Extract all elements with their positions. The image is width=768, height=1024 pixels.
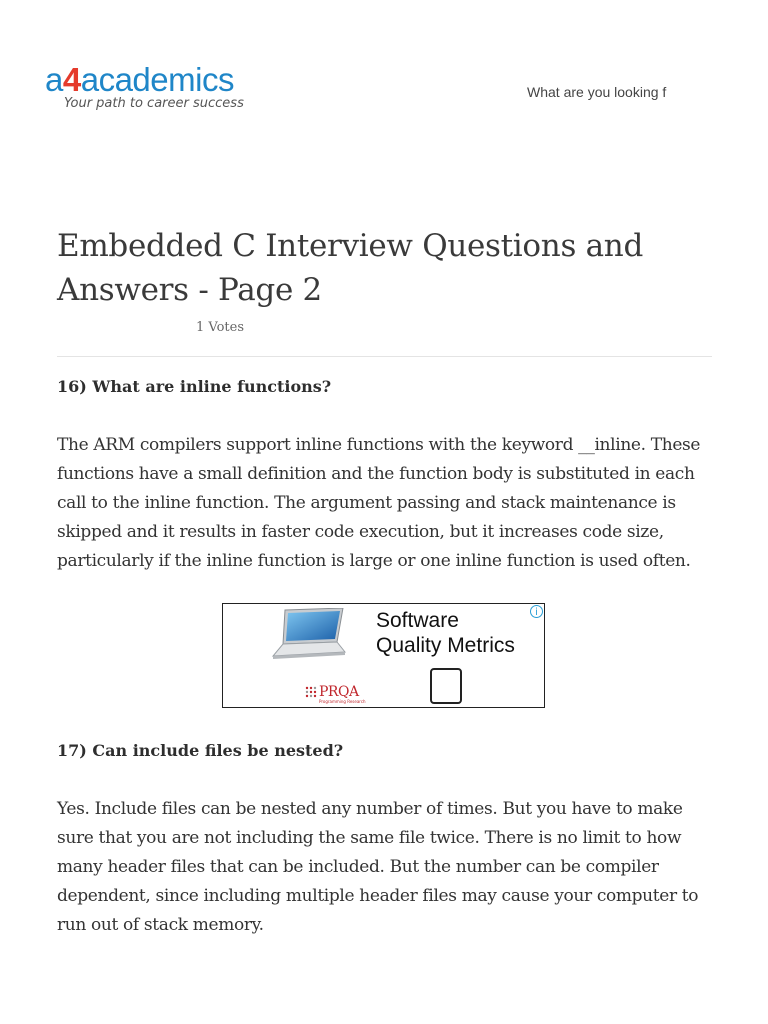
votes-count: 1 Votes xyxy=(196,320,245,335)
site-header xyxy=(0,0,768,140)
logo-tagline: Your path to career success xyxy=(64,96,244,111)
question-heading-17: 17) Can include files be nested? xyxy=(57,741,344,760)
page-title: Embedded C Interview Questions and Answers - Page 2 xyxy=(57,228,644,308)
brand-dots-icon xyxy=(305,686,317,700)
divider xyxy=(57,356,712,357)
search-input[interactable] xyxy=(527,82,677,102)
ad-cta-button[interactable] xyxy=(430,668,462,704)
ad-brand-subtitle: Programming Research xyxy=(319,699,366,704)
ad-banner[interactable] xyxy=(222,603,545,708)
ad-brand-logo xyxy=(305,684,385,706)
laptop-icon xyxy=(267,608,347,664)
site-logo[interactable] xyxy=(45,60,265,120)
question-heading-16: 16) What are inline functions? xyxy=(57,377,332,396)
ad-headline: Software Quality Metrics xyxy=(376,609,515,657)
ad-brand-name: PRQA xyxy=(319,684,359,700)
answer-paragraph-16: The ARM compilers support inline functions with the keyword __inline. These functions have a small definition and the function body is substituted in each call to the inline function. The argument passing and stack maintenance is skipped and it results in faster code execution, but it increases code size, particularly if the inline function is large or one inline function is used often. xyxy=(57,435,701,571)
answer-paragraph-17: Yes. Include files can be nested any number of times. But you have to make sure that you are not including the same file twice. There is no limit to how many header files that can be included. But the number can be compiler dependent, since including multiple header files may cause your computer to run out of stack memory. xyxy=(57,799,699,935)
ad-info-icon[interactable]: i xyxy=(530,605,543,618)
logo-wordmark: a4academics xyxy=(45,61,234,98)
